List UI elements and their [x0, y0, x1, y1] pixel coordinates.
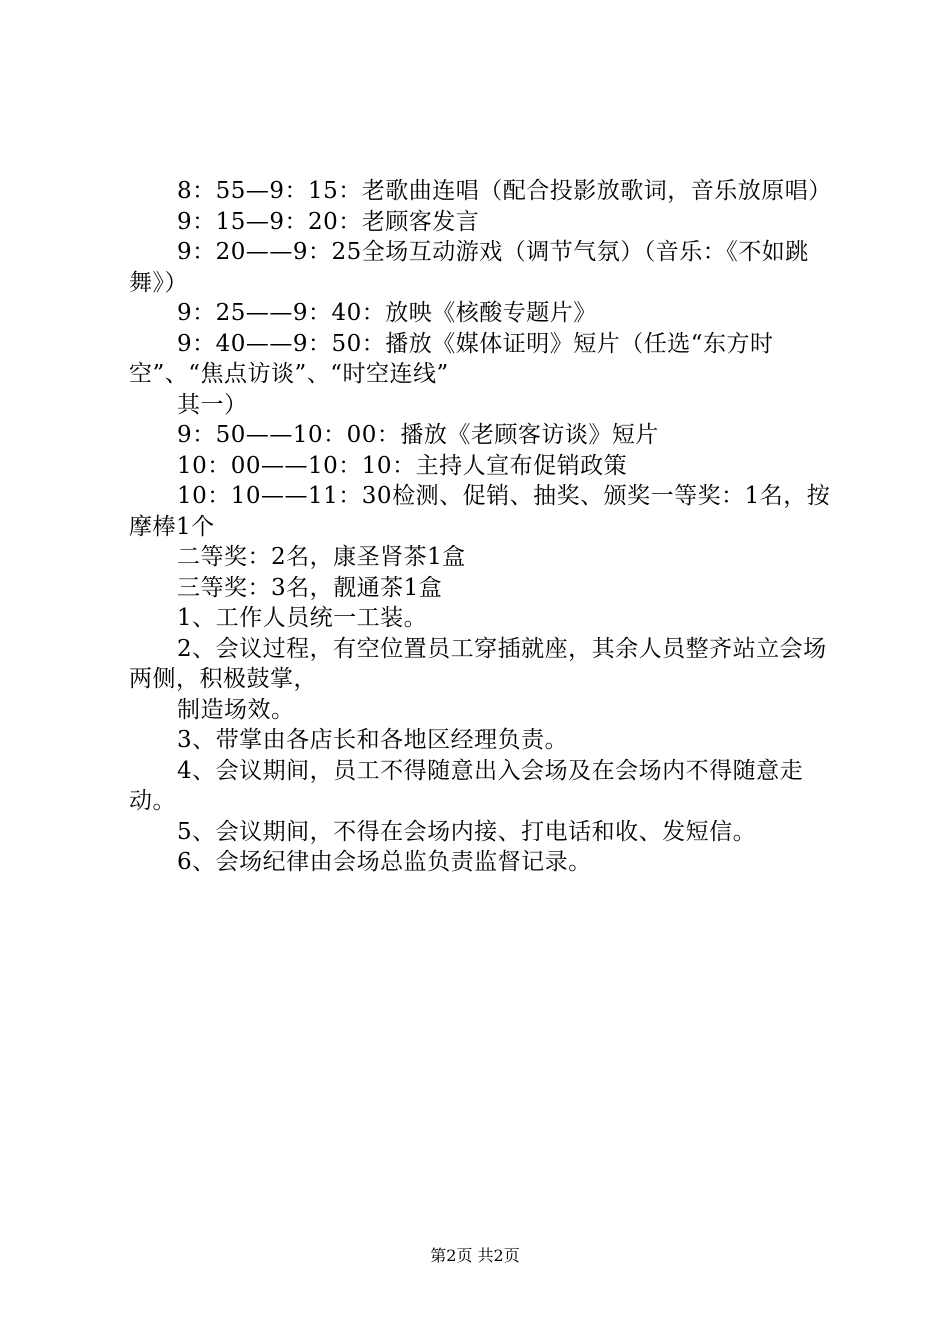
rule-2: 2、会议过程，有空位置员工穿插就座，其余人员整齐站立会场两侧，积极鼓掌， [129, 635, 827, 692]
rule-6: 6、会场纪律由会场总监负责监督记录。 [177, 849, 592, 875]
rule-1: 1、工作人员统一工装。 [177, 605, 428, 631]
prize-second: 二等奖：2名，康圣肾茶1盒 [177, 544, 466, 570]
prize-third: 三等奖：3名，靓通茶1盒 [177, 574, 443, 601]
schedule-item-media-proof-cont: 其一） [177, 391, 248, 418]
document-body [129, 176, 841, 878]
rule-4: 4、会议期间，员工不得随意出入会场及在会场内不得随意走动。 [129, 757, 804, 814]
schedule-item-customer-speech: 9：15—9：20：老顾客发言 [177, 208, 480, 235]
schedule-item-interactive-game: 9：20——9：25全场互动游戏（调节气氛）（音乐：《不如跳舞》） [129, 239, 809, 296]
rule-2-cont: 制造场效。 [177, 696, 295, 723]
rule-3: 3、带掌由各店长和各地区经理负责。 [177, 727, 569, 753]
schedule-item-film-screening: 9：25——9：40：放映《核酸专题片》 [177, 300, 597, 326]
schedule-item-lottery-first-prize: 10：10——11：30检测、促销、抽奖、颁奖一等奖：1名，按摩棒1个 [129, 483, 831, 540]
rule-5: 5、会议期间，不得在会场内接、打电话和收、发短信。 [177, 818, 757, 845]
schedule-item-promotion-policy: 10：00——10：10：主持人宣布促销政策 [177, 452, 628, 479]
schedule-item-media-proof: 9：40——9：50：播放《媒体证明》短片（任选“东方时空”、“焦点访谈”、“时空连线” [129, 330, 774, 387]
schedule-item-customer-interview: 9：50——10：00：播放《老顾客访谈》短片 [177, 422, 659, 448]
schedule-item-song-medley: 8：55—9：15：老歌曲连唱（配合投影放歌词，音乐放原唱） [177, 178, 832, 204]
page-footer: 第2页 共2页 [430, 1246, 520, 1265]
